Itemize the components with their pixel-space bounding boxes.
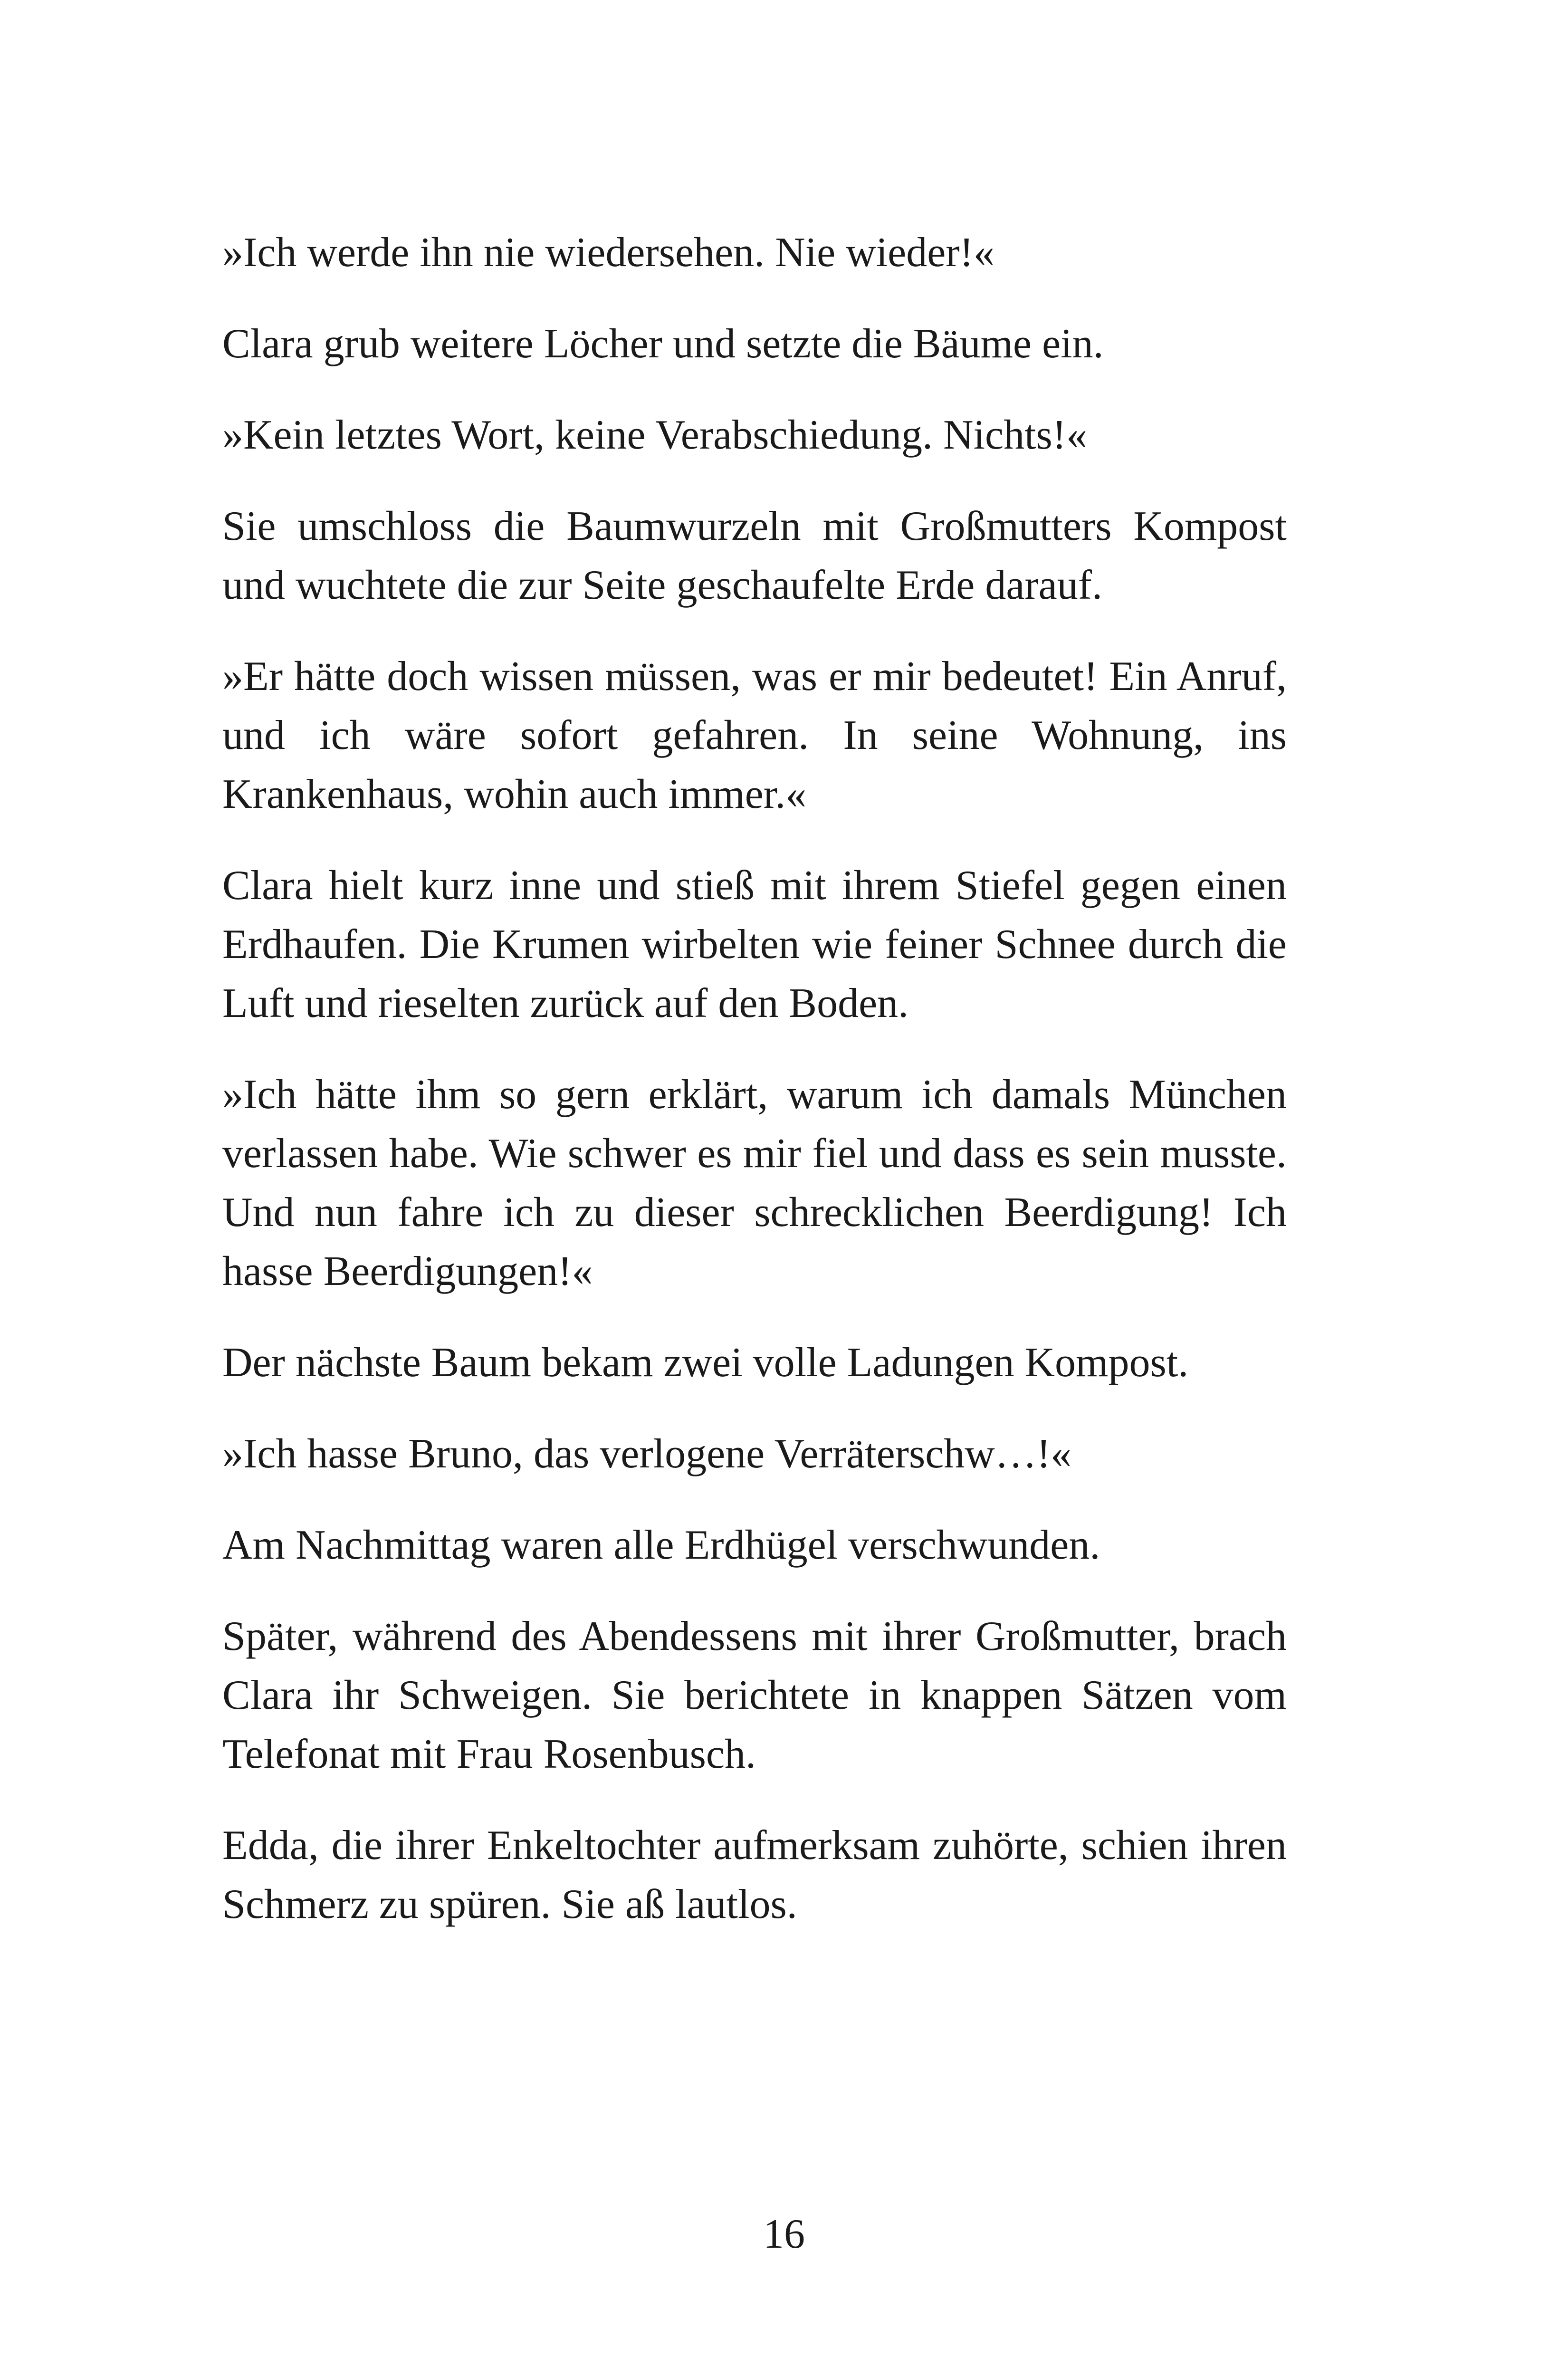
paragraph: »Kein letztes Wort, keine Verabschiedung. Nichts!«	[222, 412, 1088, 458]
paragraph: »Er hätte doch wissen müssen, was er mir bedeutet! Ein Anruf, und ich wäre sofort gefahren. In seine Wohnung, ins Krankenhaus, wohin auch immer.«	[222, 653, 1287, 817]
paragraph: Clara grub weitere Löcher und setzte die Bäume ein.	[222, 321, 1104, 367]
paragraph: »Ich hätte ihm so gern erklärt, warum ich damals München verlassen habe. Wie schwer es mir fiel und dass es sein musste. Und nun fahre ich zu dieser schrecklichen Beerdigung! Ich hasse Beerdigungen!«	[222, 1072, 1287, 1294]
paragraph: Edda, die ihrer Enkeltochter aufmerksam zuhörte, schien ihren Schmerz zu spüren. Sie aß lautlos.	[222, 1822, 1287, 1927]
paragraph: Clara hielt kurz inne und stieß mit ihrem Stiefel gegen einen Erdhaufen. Die Krumen wirbelten wie feiner Schnee durch die Luft und rieselten zurück auf den Boden.	[222, 862, 1287, 1026]
page-number: 16	[763, 2211, 805, 2257]
paragraph: Später, während des Abendessens mit ihrer Großmutter, brach Clara ihr Schweigen. Sie berichtete in knappen Sätzen vom Telefonat mit Frau Rosenbusch.	[222, 1613, 1287, 1777]
paragraph: »Ich hasse Bruno, das verlogene Verräterschw…!«	[222, 1431, 1072, 1477]
paragraph: »Ich werde ihn nie wiedersehen. Nie wieder!«	[222, 230, 994, 276]
paragraph: Sie umschloss die Baumwurzeln mit Großmutters Kompost und wuchtete die zur Seite geschaufelte Erde darauf.	[222, 503, 1287, 608]
paragraph: Am Nachmittag waren alle Erdhügel verschwunden.	[222, 1522, 1100, 1568]
body-text	[222, 223, 1287, 1966]
paragraph: Der nächste Baum bekam zwei volle Ladungen Kompost.	[222, 1340, 1189, 1386]
